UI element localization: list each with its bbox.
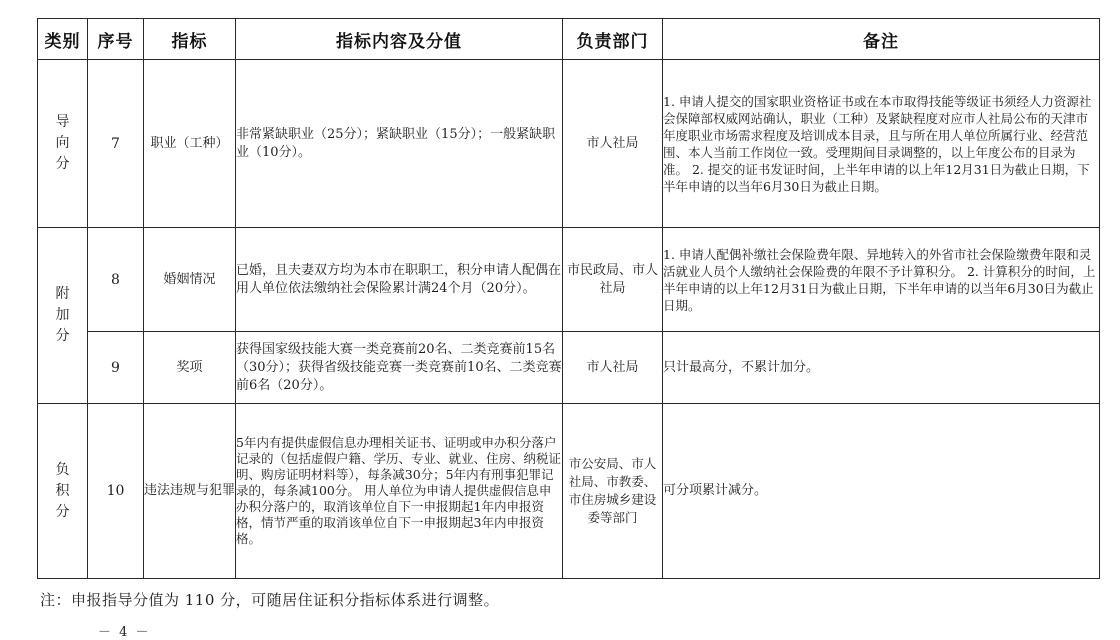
remark-cell: 只计最高分，不累计加分。 [663,332,1100,404]
table-row [38,228,1100,332]
header-category: 类别 [38,19,88,60]
category-cell: 负 积 分 [38,404,88,579]
table-row [38,332,1100,404]
indicator-cell: 婚姻情况 [144,228,236,332]
header-seq: 序号 [88,19,144,60]
remark-cell: 可分项累计减分。 [663,404,1100,579]
indicator-table [37,18,1100,579]
seq-cell: 7 [88,60,144,228]
content-cell: 5年内有提供虚假信息办理相关证书、证明或申办积分落户记录的（包括虚假户籍、学历、专业、就业、住房、纳税证明、购房证明材料等），每条减30分；5年内有刑事犯罪记录的，每条减100分。 用人单位为申请人提供虚假信息申办积分落户的，取消该单位自下一申报期起1年内申报资格，情节严重的取消该单位自下一申报期起3年内申报资格。 [236,404,563,579]
seq-cell: 8 [88,228,144,332]
table-row [38,60,1100,228]
table-row [38,404,1100,579]
category-cell: 附 加 分 [38,228,88,404]
content-cell: 获得国家级技能大赛一类竞赛前20名、二类竞赛前15名（30分）；获得省级技能竞赛一类竞赛前10名、二类竞赛前6名（20分）。 [236,332,563,404]
page-number: － 4 － [98,625,151,640]
department-cell: 市民政局、市人社局 [563,228,663,332]
seq-cell: 9 [88,332,144,404]
footnote: 注：申报指导分值为 110 分，可随居住证积分指标体系进行调整。 [40,591,500,609]
indicator-cell: 职业（工种） [144,60,236,228]
indicator-cell: 违法违规与犯罪 [144,404,236,579]
category-cell: 导 向 分 [38,60,88,228]
remark-cell: 1. 申请人提交的国家职业资格证书或在本市取得技能等级证书须经人力资源社会保障部权威网站确认，职业（工种）及紧缺程度对应市人社局公布的天津市年度职业市场需求程度及培训成本目录，且与所在用人单位所属行业、经营范围、本人当前工作岗位一致。受理期间目录调整的，以上年度公布的目录为准。 2. 提交的证书发证时间，上半年申请的以上年12月31日为截止日期，下半年申请的以当年6月30日为截止日期。 [663,60,1100,228]
department-cell: 市人社局 [563,332,663,404]
department-cell: 市人社局 [563,60,663,228]
header-content: 指标内容及分值 [236,19,563,60]
remark-cell: 1. 申请人配偶补缴社会保险费年限、异地转入的外省市社会保险缴费年限和灵活就业人员个人缴纳社会保险费的年限不予计算积分。 2. 计算积分的时间，上半年申请的以上年12月31日为截止日期，下半年申请的以当年6月30日为截止日期。 [663,228,1100,332]
table-header-row [38,19,1100,60]
header-department: 负责部门 [563,19,663,60]
seq-cell: 10 [88,404,144,579]
content-cell: 非常紧缺职业（25分）；紧缺职业（15分）；一般紧缺职业（10分）。 [236,60,563,228]
header-indicator: 指标 [144,19,236,60]
header-remark: 备注 [663,19,1100,60]
content-cell: 已婚，且夫妻双方均为本市在职职工，积分申请人配偶在用人单位依法缴纳社会保险累计满24个月（20分）。 [236,228,563,332]
department-cell: 市公安局、市人社局、市教委、市住房城乡建设委等部门 [563,404,663,579]
indicator-cell: 奖项 [144,332,236,404]
